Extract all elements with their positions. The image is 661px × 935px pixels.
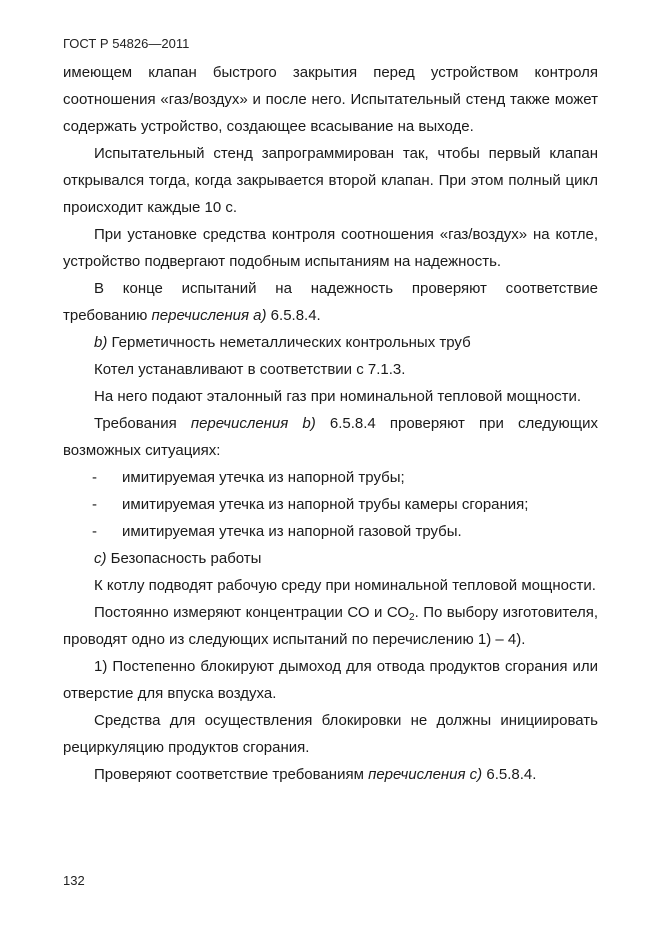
list-item	[63, 491, 598, 518]
list-item-text: имитируемая утечка из напорной трубы;	[122, 469, 405, 486]
paragraph-10: К котлу подводят рабочую среду при номинальной тепловой мощности.	[94, 577, 596, 594]
subheading-c-marker: c)	[94, 550, 107, 567]
paragraph-2: Испытательный стенд запрограммирован так, чтобы первый клапан открывался тогда, когда закрывается второй клапан. При этом полный цикл происходит каждые 10 с.	[63, 145, 598, 216]
paragraph-4-text-a: В конце испытаний на надежность проверяют соответствие требованию	[63, 280, 598, 324]
page-number: 132	[63, 873, 85, 888]
list-item	[63, 518, 598, 545]
paragraph-8-reference: перечисления b)	[190, 415, 316, 432]
paragraph-4-text-b: 6.5.8.4.	[266, 307, 321, 324]
list-dash: -	[92, 496, 97, 513]
paragraph-3: При установке средства контроля соотношения «газ/воздух» на котле, устройство подвергают подобным испытаниям на надежность.	[63, 226, 598, 270]
subheading-b-marker: b)	[94, 334, 108, 351]
paragraph-11-text-b: . По выбору изготовителя, проводят одно из следующих испытаний по перечислению 1) – 4).	[63, 604, 598, 648]
paragraph-6: Котел устанавливают в соответствии с 7.1.3.	[94, 361, 406, 378]
document-body	[63, 59, 598, 788]
paragraph-1: имеющем клапан быстрого закрытия перед устройством контроля соотношения «газ/воздух» и после него. Испытательный стенд также может содержать устройство, создающее всасывание на выходе.	[63, 64, 598, 135]
paragraph-8-text-b: 6.5.8.4 проверяют при следующих возможных ситуациях:	[63, 415, 598, 459]
subheading-b	[63, 329, 598, 356]
paragraph-8-text-a: Требования	[94, 415, 191, 432]
paragraph-14-text-b: 6.5.8.4.	[482, 766, 537, 783]
paragraph-13: Средства для осуществления блокировки не должны инициировать рециркуляцию продуктов сгорания.	[63, 712, 598, 756]
paragraph-14-text-a: Проверяют соответствие требованиям	[94, 766, 369, 783]
paragraph-11-text-a: Постоянно измеряют концентрации СО и СО	[94, 604, 410, 621]
subheading-b-text: Герметичность неметаллических контрольных труб	[107, 334, 471, 351]
paragraph-8	[63, 410, 598, 464]
paragraph-14	[63, 761, 598, 788]
paragraph-4-reference: перечисления а)	[151, 307, 267, 324]
list-dash: -	[92, 523, 97, 540]
paragraph-11	[63, 599, 598, 653]
document-header: ГОСТ Р 54826—2011	[63, 36, 190, 51]
subheading-c	[63, 545, 598, 572]
list-item-text: имитируемая утечка из напорной трубы камеры сгорания;	[122, 496, 529, 513]
list-item	[63, 464, 598, 491]
paragraph-14-reference: перечисления с)	[368, 766, 483, 783]
paragraph-7: На него подают эталонный газ при номинальной тепловой мощности.	[94, 388, 582, 405]
subheading-c-text: Безопасность работы	[106, 550, 262, 567]
list-item-text: имитируемая утечка из напорной газовой трубы.	[122, 523, 462, 540]
list-dash: -	[92, 469, 97, 486]
paragraph-4	[63, 275, 598, 329]
paragraph-11-subscript: 2	[409, 612, 415, 623]
paragraph-12: 1) Постепенно блокируют дымоход для отвода продуктов сгорания или отверстие для впуска воздуха.	[63, 658, 598, 702]
